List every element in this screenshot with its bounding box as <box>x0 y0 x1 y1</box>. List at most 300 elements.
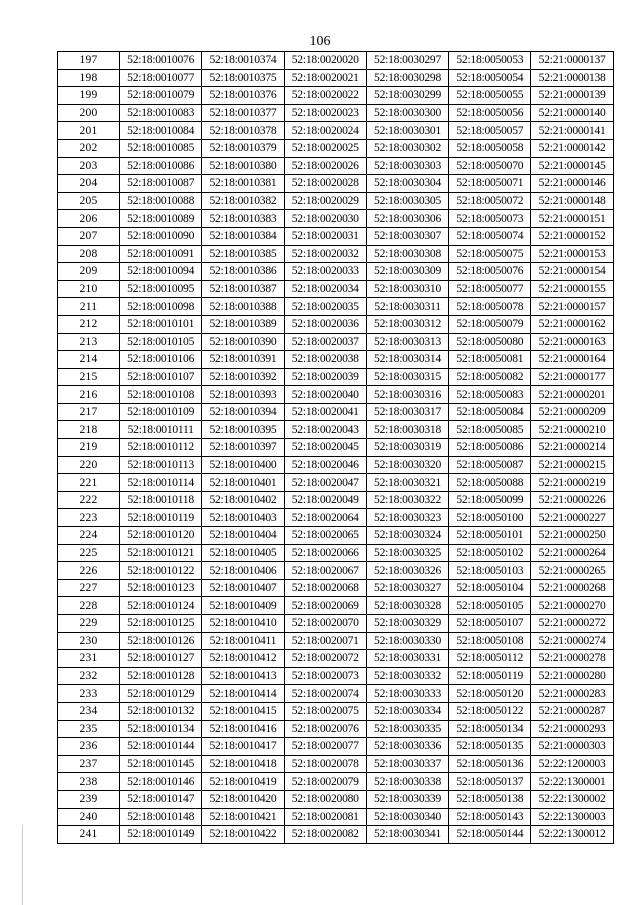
cadastral-number-cell: 52:18:0050071 <box>449 175 531 193</box>
cadastral-number-cell: 52:21:0000280 <box>531 667 613 685</box>
table-row <box>58 69 614 87</box>
cadastral-number-cell: 52:21:0000145 <box>531 157 613 175</box>
cadastral-number-cell: 52:18:0030306 <box>366 210 448 228</box>
table-row <box>58 738 614 756</box>
cadastral-number-cell: 52:18:0050099 <box>449 491 531 509</box>
cadastral-number-cell: 52:18:0010382 <box>202 192 284 210</box>
cadastral-number-cell: 52:18:0020064 <box>284 509 366 527</box>
cadastral-number-cell: 52:18:0010119 <box>120 509 202 527</box>
cadastral-number-cell: 52:18:0010120 <box>120 527 202 545</box>
cadastral-number-cell: 52:18:0050143 <box>449 808 531 826</box>
cadastral-number-cell: 52:18:0050104 <box>449 579 531 597</box>
cadastral-number-cell: 52:18:0010121 <box>120 544 202 562</box>
cadastral-number-cell: 52:18:0010421 <box>202 808 284 826</box>
cadastral-number-cell: 52:18:0010124 <box>120 597 202 615</box>
cadastral-number-cell: 52:18:0010388 <box>202 298 284 316</box>
row-number-cell: 228 <box>58 597 120 615</box>
cadastral-number-cell: 52:18:0050135 <box>449 738 531 756</box>
cadastral-number-cell: 52:18:0020024 <box>284 122 366 140</box>
cadastral-number-cell: 52:21:0000177 <box>531 368 613 386</box>
cadastral-number-cell: 52:18:0020043 <box>284 421 366 439</box>
cadastral-number-cell: 52:18:0010077 <box>120 69 202 87</box>
cadastral-number-cell: 52:18:0010112 <box>120 439 202 457</box>
cadastral-number-cell: 52:18:0020045 <box>284 439 366 457</box>
table-row <box>58 562 614 580</box>
cadastral-number-cell: 52:21:0000152 <box>531 227 613 245</box>
cadastral-number-cell: 52:18:0010114 <box>120 474 202 492</box>
cadastral-number-cell: 52:21:0000226 <box>531 491 613 509</box>
cadastral-number-cell: 52:18:0010095 <box>120 280 202 298</box>
cadastral-number-cell: 52:21:0000303 <box>531 738 613 756</box>
cadastral-number-cell: 52:18:0020037 <box>284 333 366 351</box>
cadastral-number-cell: 52:18:0010416 <box>202 720 284 738</box>
cadastral-number-cell: 52:18:0010087 <box>120 175 202 193</box>
cadastral-number-cell: 52:18:0010094 <box>120 263 202 281</box>
cadastral-number-cell: 52:21:0000140 <box>531 104 613 122</box>
row-number-cell: 233 <box>58 685 120 703</box>
table-row <box>58 298 614 316</box>
cadastral-number-cell: 52:18:0030325 <box>366 544 448 562</box>
cadastral-numbers-table <box>57 51 614 844</box>
cadastral-number-cell: 52:18:0010126 <box>120 632 202 650</box>
cadastral-number-cell: 52:18:0020031 <box>284 227 366 245</box>
cadastral-number-cell: 52:21:0000274 <box>531 632 613 650</box>
table-row <box>58 667 614 685</box>
cadastral-number-cell: 52:22:1300003 <box>531 808 613 826</box>
cadastral-number-cell: 52:18:0030339 <box>366 790 448 808</box>
row-number-cell: 210 <box>58 280 120 298</box>
row-number-cell: 229 <box>58 615 120 633</box>
cadastral-number-cell: 52:18:0020078 <box>284 755 366 773</box>
row-number-cell: 213 <box>58 333 120 351</box>
cadastral-number-cell: 52:21:0000283 <box>531 685 613 703</box>
cadastral-number-cell: 52:18:0020073 <box>284 667 366 685</box>
cadastral-number-cell: 52:18:0020049 <box>284 491 366 509</box>
cadastral-number-cell: 52:21:0000270 <box>531 597 613 615</box>
table-row <box>58 773 614 791</box>
cadastral-number-cell: 52:18:0020033 <box>284 263 366 281</box>
cadastral-number-cell: 52:18:0030311 <box>366 298 448 316</box>
cadastral-number-cell: 52:18:0030297 <box>366 52 448 70</box>
row-number-cell: 200 <box>58 104 120 122</box>
cadastral-number-cell: 52:18:0010134 <box>120 720 202 738</box>
row-number-cell: 204 <box>58 175 120 193</box>
cadastral-number-cell: 52:18:0030338 <box>366 773 448 791</box>
cadastral-number-cell: 52:18:0030341 <box>366 826 448 844</box>
cadastral-number-cell: 52:18:0020070 <box>284 615 366 633</box>
cadastral-number-cell: 52:18:0010123 <box>120 579 202 597</box>
table-row <box>58 368 614 386</box>
cadastral-number-cell: 52:18:0010085 <box>120 139 202 157</box>
cadastral-number-cell: 52:18:0020065 <box>284 527 366 545</box>
cadastral-number-cell: 52:18:0050053 <box>449 52 531 70</box>
cadastral-number-cell: 52:18:0020036 <box>284 315 366 333</box>
table-row <box>58 315 614 333</box>
cadastral-number-cell: 52:18:0050112 <box>449 650 531 668</box>
cadastral-number-cell: 52:21:0000268 <box>531 579 613 597</box>
cadastral-number-cell: 52:18:0020074 <box>284 685 366 703</box>
cadastral-number-cell: 52:18:0050120 <box>449 685 531 703</box>
table-row <box>58 597 614 615</box>
cadastral-number-cell: 52:18:0030312 <box>366 315 448 333</box>
cadastral-number-cell: 52:18:0050101 <box>449 527 531 545</box>
cadastral-number-cell: 52:18:0050077 <box>449 280 531 298</box>
cadastral-number-cell: 52:18:0050054 <box>449 69 531 87</box>
cadastral-number-cell: 52:18:0010088 <box>120 192 202 210</box>
cadastral-number-cell: 52:21:0000227 <box>531 509 613 527</box>
row-number-cell: 238 <box>58 773 120 791</box>
cadastral-number-cell: 52:18:0010374 <box>202 52 284 70</box>
cadastral-number-cell: 52:18:0030298 <box>366 69 448 87</box>
cadastral-number-cell: 52:18:0030333 <box>366 685 448 703</box>
cadastral-number-cell: 52:18:0010395 <box>202 421 284 439</box>
cadastral-number-cell: 52:18:0010106 <box>120 351 202 369</box>
cadastral-number-cell: 52:18:0010098 <box>120 298 202 316</box>
cadastral-number-cell: 52:18:0050057 <box>449 122 531 140</box>
cadastral-number-cell: 52:18:0030335 <box>366 720 448 738</box>
row-number-cell: 197 <box>58 52 120 70</box>
cadastral-number-cell: 52:18:0010413 <box>202 667 284 685</box>
cadastral-number-cell: 52:18:0050137 <box>449 773 531 791</box>
table-row <box>58 421 614 439</box>
cadastral-number-cell: 52:18:0010377 <box>202 104 284 122</box>
cadastral-number-cell: 52:18:0030319 <box>366 439 448 457</box>
cadastral-number-cell: 52:18:0010132 <box>120 702 202 720</box>
table-body <box>58 52 614 844</box>
cadastral-number-cell: 52:21:0000278 <box>531 650 613 668</box>
cadastral-number-cell: 52:18:0020026 <box>284 157 366 175</box>
table-row <box>58 685 614 703</box>
cadastral-number-cell: 52:18:0020079 <box>284 773 366 791</box>
cadastral-number-cell: 52:18:0050079 <box>449 315 531 333</box>
cadastral-number-cell: 52:18:0020077 <box>284 738 366 756</box>
cadastral-number-cell: 52:18:0020025 <box>284 139 366 157</box>
cadastral-number-cell: 52:18:0030309 <box>366 263 448 281</box>
cadastral-number-cell: 52:18:0030316 <box>366 386 448 404</box>
cadastral-number-cell: 52:18:0050080 <box>449 333 531 351</box>
cadastral-number-cell: 52:21:0000139 <box>531 87 613 105</box>
cadastral-number-cell: 52:18:0010394 <box>202 403 284 421</box>
cadastral-number-cell: 52:18:0050056 <box>449 104 531 122</box>
cadastral-number-cell: 52:22:1300012 <box>531 826 613 844</box>
cadastral-number-cell: 52:18:0020080 <box>284 790 366 808</box>
cadastral-number-cell: 52:18:0010404 <box>202 527 284 545</box>
row-number-cell: 201 <box>58 122 120 140</box>
table-row <box>58 245 614 263</box>
cadastral-number-cell: 52:18:0010418 <box>202 755 284 773</box>
row-number-cell: 232 <box>58 667 120 685</box>
cadastral-number-cell: 52:18:0050058 <box>449 139 531 157</box>
table-row <box>58 509 614 527</box>
cadastral-number-cell: 52:18:0050088 <box>449 474 531 492</box>
cadastral-number-cell: 52:21:0000272 <box>531 615 613 633</box>
row-number-cell: 208 <box>58 245 120 263</box>
row-number-cell: 223 <box>58 509 120 527</box>
table-row <box>58 720 614 738</box>
row-number-cell: 203 <box>58 157 120 175</box>
cadastral-number-cell: 52:18:0010084 <box>120 122 202 140</box>
table-row <box>58 263 614 281</box>
cadastral-number-cell: 52:18:0050103 <box>449 562 531 580</box>
cadastral-number-cell: 52:21:0000142 <box>531 139 613 157</box>
cadastral-number-cell: 52:21:0000250 <box>531 527 613 545</box>
table-row <box>58 650 614 668</box>
cadastral-number-cell: 52:18:0050144 <box>449 826 531 844</box>
cadastral-number-cell: 52:18:0010376 <box>202 87 284 105</box>
table-row <box>58 474 614 492</box>
cadastral-number-cell: 52:18:0020072 <box>284 650 366 668</box>
cadastral-number-cell: 52:18:0010144 <box>120 738 202 756</box>
cadastral-number-cell: 52:18:0030317 <box>366 403 448 421</box>
cadastral-number-cell: 52:21:0000265 <box>531 562 613 580</box>
cadastral-number-cell: 52:18:0010147 <box>120 790 202 808</box>
table-row <box>58 139 614 157</box>
cadastral-number-cell: 52:18:0010083 <box>120 104 202 122</box>
cadastral-number-cell: 52:18:0020076 <box>284 720 366 738</box>
row-number-cell: 237 <box>58 755 120 773</box>
table-row <box>58 280 614 298</box>
cadastral-number-cell: 52:21:0000148 <box>531 192 613 210</box>
cadastral-number-cell: 52:18:0020047 <box>284 474 366 492</box>
cadastral-number-cell: 52:18:0050075 <box>449 245 531 263</box>
cadastral-number-cell: 52:18:0030308 <box>366 245 448 263</box>
cadastral-number-cell: 52:21:0000137 <box>531 52 613 70</box>
table-row <box>58 439 614 457</box>
cadastral-number-cell: 52:18:0010391 <box>202 351 284 369</box>
table-row <box>58 527 614 545</box>
cadastral-number-cell: 52:18:0030327 <box>366 579 448 597</box>
cadastral-number-cell: 52:18:0030324 <box>366 527 448 545</box>
cadastral-number-cell: 52:18:0010417 <box>202 738 284 756</box>
cadastral-number-cell: 52:18:0050119 <box>449 667 531 685</box>
cadastral-number-cell: 52:21:0000162 <box>531 315 613 333</box>
cadastral-number-cell: 52:21:0000151 <box>531 210 613 228</box>
row-number-cell: 216 <box>58 386 120 404</box>
cadastral-number-cell: 52:18:0010109 <box>120 403 202 421</box>
cadastral-number-cell: 52:18:0010409 <box>202 597 284 615</box>
cadastral-number-cell: 52:21:0000293 <box>531 720 613 738</box>
cadastral-number-cell: 52:18:0020067 <box>284 562 366 580</box>
cadastral-number-cell: 52:18:0050085 <box>449 421 531 439</box>
cadastral-number-cell: 52:18:0020082 <box>284 826 366 844</box>
table-row <box>58 615 614 633</box>
cadastral-number-cell: 52:18:0030314 <box>366 351 448 369</box>
cadastral-number-cell: 52:18:0030302 <box>366 139 448 157</box>
cadastral-number-cell: 52:18:0030328 <box>366 597 448 615</box>
cadastral-number-cell: 52:18:0010122 <box>120 562 202 580</box>
cadastral-number-cell: 52:18:0010400 <box>202 456 284 474</box>
cadastral-number-cell: 52:18:0030318 <box>366 421 448 439</box>
cadastral-number-cell: 52:18:0010379 <box>202 139 284 157</box>
cadastral-number-cell: 52:18:0010392 <box>202 368 284 386</box>
cadastral-number-cell: 52:18:0010410 <box>202 615 284 633</box>
row-number-cell: 224 <box>58 527 120 545</box>
cadastral-number-cell: 52:18:0050122 <box>449 702 531 720</box>
row-number-cell: 198 <box>58 69 120 87</box>
row-number-cell: 218 <box>58 421 120 439</box>
cadastral-number-cell: 52:18:0020038 <box>284 351 366 369</box>
cadastral-number-cell: 52:18:0010422 <box>202 826 284 844</box>
cadastral-number-cell: 52:18:0050136 <box>449 755 531 773</box>
cadastral-number-cell: 52:18:0020081 <box>284 808 366 826</box>
cadastral-number-cell: 52:18:0010402 <box>202 491 284 509</box>
row-number-cell: 202 <box>58 139 120 157</box>
table-row <box>58 386 614 404</box>
cadastral-number-cell: 52:18:0030321 <box>366 474 448 492</box>
table-row <box>58 755 614 773</box>
cadastral-number-cell: 52:18:0010386 <box>202 263 284 281</box>
cadastral-number-cell: 52:18:0030336 <box>366 738 448 756</box>
cadastral-number-cell: 52:21:0000146 <box>531 175 613 193</box>
table-row <box>58 579 614 597</box>
cadastral-number-cell: 52:18:0030337 <box>366 755 448 773</box>
cadastral-number-cell: 52:18:0010397 <box>202 439 284 457</box>
cadastral-number-cell: 52:18:0050086 <box>449 439 531 457</box>
cadastral-number-cell: 52:22:1300002 <box>531 790 613 808</box>
cadastral-number-cell: 52:18:0010387 <box>202 280 284 298</box>
cadastral-number-cell: 52:18:0010105 <box>120 333 202 351</box>
cadastral-number-cell: 52:18:0010420 <box>202 790 284 808</box>
row-number-cell: 209 <box>58 263 120 281</box>
table-row <box>58 175 614 193</box>
table-row <box>58 826 614 844</box>
cadastral-number-cell: 52:18:0030323 <box>366 509 448 527</box>
row-number-cell: 226 <box>58 562 120 580</box>
cadastral-number-cell: 52:18:0050100 <box>449 509 531 527</box>
row-number-cell: 214 <box>58 351 120 369</box>
cadastral-number-cell: 52:18:0020023 <box>284 104 366 122</box>
cadastral-number-cell: 52:18:0020030 <box>284 210 366 228</box>
cadastral-number-cell: 52:18:0010381 <box>202 175 284 193</box>
cadastral-number-cell: 52:18:0010393 <box>202 386 284 404</box>
cadastral-number-cell: 52:18:0010125 <box>120 615 202 633</box>
cadastral-number-cell: 52:18:0010079 <box>120 87 202 105</box>
row-number-cell: 234 <box>58 702 120 720</box>
row-number-cell: 230 <box>58 632 120 650</box>
cadastral-number-cell: 52:18:0010118 <box>120 491 202 509</box>
cadastral-number-cell: 52:21:0000219 <box>531 474 613 492</box>
cadastral-number-cell: 52:18:0010414 <box>202 685 284 703</box>
cadastral-number-cell: 52:18:0050087 <box>449 456 531 474</box>
row-number-cell: 211 <box>58 298 120 316</box>
table-row <box>58 808 614 826</box>
row-number-cell: 212 <box>58 315 120 333</box>
cadastral-number-cell: 52:21:0000287 <box>531 702 613 720</box>
cadastral-number-cell: 52:18:0010101 <box>120 315 202 333</box>
cadastral-number-cell: 52:18:0020068 <box>284 579 366 597</box>
cadastral-number-cell: 52:18:0020040 <box>284 386 366 404</box>
cadastral-number-cell: 52:22:1200003 <box>531 755 613 773</box>
cadastral-number-cell: 52:18:0030300 <box>366 104 448 122</box>
cadastral-number-cell: 52:21:0000157 <box>531 298 613 316</box>
cadastral-number-cell: 52:18:0010089 <box>120 210 202 228</box>
cadastral-number-cell: 52:18:0050134 <box>449 720 531 738</box>
cadastral-number-cell: 52:18:0030320 <box>366 456 448 474</box>
row-number-cell: 215 <box>58 368 120 386</box>
cadastral-number-cell: 52:18:0010412 <box>202 650 284 668</box>
table-row <box>58 227 614 245</box>
cadastral-number-cell: 52:18:0010407 <box>202 579 284 597</box>
cadastral-number-cell: 52:18:0010091 <box>120 245 202 263</box>
cadastral-number-cell: 52:18:0010149 <box>120 826 202 844</box>
cadastral-number-cell: 52:18:0010127 <box>120 650 202 668</box>
cadastral-number-cell: 52:18:0020039 <box>284 368 366 386</box>
cadastral-number-cell: 52:18:0010390 <box>202 333 284 351</box>
row-number-cell: 236 <box>58 738 120 756</box>
cadastral-number-cell: 52:18:0010148 <box>120 808 202 826</box>
row-number-cell: 199 <box>58 87 120 105</box>
cadastral-number-cell: 52:18:0010111 <box>120 421 202 439</box>
cadastral-number-cell: 52:18:0050073 <box>449 210 531 228</box>
table-row <box>58 491 614 509</box>
row-number-cell: 231 <box>58 650 120 668</box>
cadastral-number-cell: 52:18:0030322 <box>366 491 448 509</box>
cadastral-number-cell: 52:18:0010403 <box>202 509 284 527</box>
cadastral-number-cell: 52:21:0000154 <box>531 263 613 281</box>
cadastral-number-cell: 52:18:0010385 <box>202 245 284 263</box>
cadastral-number-cell: 52:18:0050070 <box>449 157 531 175</box>
cadastral-number-cell: 52:18:0010383 <box>202 210 284 228</box>
table-row <box>58 790 614 808</box>
cadastral-number-cell: 52:21:0000214 <box>531 439 613 457</box>
cadastral-number-cell: 52:18:0030313 <box>366 333 448 351</box>
cadastral-number-cell: 52:18:0020029 <box>284 192 366 210</box>
cadastral-number-cell: 52:18:0050102 <box>449 544 531 562</box>
cadastral-number-cell: 52:21:0000215 <box>531 456 613 474</box>
cadastral-number-cell: 52:18:0020041 <box>284 403 366 421</box>
cadastral-number-cell: 52:21:0000138 <box>531 69 613 87</box>
row-number-cell: 240 <box>58 808 120 826</box>
cadastral-number-cell: 52:18:0010384 <box>202 227 284 245</box>
cadastral-number-cell: 52:18:0010406 <box>202 562 284 580</box>
cadastral-number-cell: 52:18:0020071 <box>284 632 366 650</box>
table-row <box>58 403 614 421</box>
cadastral-number-cell: 52:18:0020020 <box>284 52 366 70</box>
cadastral-number-cell: 52:18:0010107 <box>120 368 202 386</box>
cadastral-number-cell: 52:18:0010128 <box>120 667 202 685</box>
row-number-cell: 239 <box>58 790 120 808</box>
cadastral-number-cell: 52:18:0030301 <box>366 122 448 140</box>
cadastral-number-cell: 52:18:0010380 <box>202 157 284 175</box>
cadastral-number-cell: 52:18:0010113 <box>120 456 202 474</box>
table-row <box>58 52 614 70</box>
cadastral-number-cell: 52:18:0010401 <box>202 474 284 492</box>
cadastral-number-cell: 52:21:0000209 <box>531 403 613 421</box>
cadastral-number-cell: 52:18:0030329 <box>366 615 448 633</box>
cadastral-number-cell: 52:18:0010076 <box>120 52 202 70</box>
row-number-cell: 206 <box>58 210 120 228</box>
cadastral-number-cell: 52:18:0010419 <box>202 773 284 791</box>
cadastral-number-cell: 52:18:0010146 <box>120 773 202 791</box>
cadastral-number-cell: 52:18:0030310 <box>366 280 448 298</box>
cadastral-number-cell: 52:18:0020028 <box>284 175 366 193</box>
cadastral-number-cell: 52:18:0010415 <box>202 702 284 720</box>
cadastral-number-cell: 52:18:0010411 <box>202 632 284 650</box>
cadastral-number-cell: 52:18:0010108 <box>120 386 202 404</box>
page-edge-mark <box>22 825 26 905</box>
cadastral-number-cell: 52:18:0050076 <box>449 263 531 281</box>
page-number: 106 <box>309 34 331 49</box>
table-row <box>58 157 614 175</box>
table-row <box>58 351 614 369</box>
cadastral-number-cell: 52:18:0030299 <box>366 87 448 105</box>
cadastral-number-cell: 52:18:0010129 <box>120 685 202 703</box>
cadastral-number-cell: 52:18:0030304 <box>366 175 448 193</box>
cadastral-number-cell: 52:18:0030331 <box>366 650 448 668</box>
cadastral-number-cell: 52:18:0020046 <box>284 456 366 474</box>
cadastral-number-cell: 52:21:0000163 <box>531 333 613 351</box>
cadastral-number-cell: 52:18:0050083 <box>449 386 531 404</box>
